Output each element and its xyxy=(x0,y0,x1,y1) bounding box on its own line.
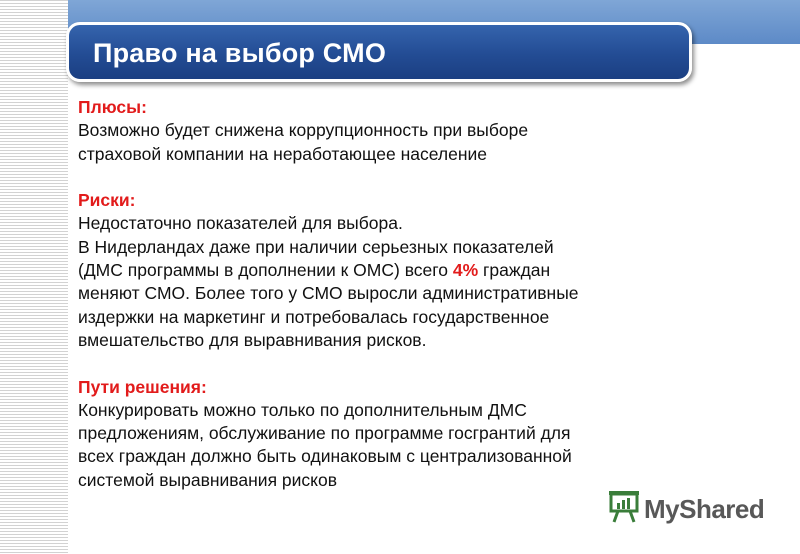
risks-line: меняют СМО. Более того у СМО выросли административные xyxy=(78,283,579,304)
title-bar xyxy=(66,22,692,82)
presentation-board-icon xyxy=(608,490,640,529)
solutions-line: предложениям, обслуживание по программе госгрантий для xyxy=(78,423,571,444)
percent-highlight: 4% xyxy=(452,260,479,281)
spacer xyxy=(78,352,718,375)
slide-title: Право на выбор СМО xyxy=(93,38,387,68)
solutions-line: всех граждан должно быть одинаковым с централизованной xyxy=(78,446,572,467)
myshared-watermark xyxy=(608,491,764,527)
risks-text: (ДМС программы в дополнении к ОМС) всего xyxy=(78,260,453,281)
pros-heading: Плюсы: xyxy=(78,97,147,117)
risks-line: В Нидерландах даже при наличии серьезных показателей xyxy=(78,236,554,257)
risks-heading: Риски: xyxy=(78,190,136,211)
solutions-line: системой выравнивания рисков xyxy=(78,469,338,490)
risks-line: Недостаточно показателей для выбора. xyxy=(78,213,403,234)
risks-text: граждан xyxy=(478,260,551,281)
pros-line: страховой компании на неработающее население xyxy=(78,143,488,164)
solutions-line: Конкурировать можно только по дополнительным ДМС xyxy=(78,399,527,420)
left-stripes-decoration xyxy=(0,0,68,554)
solutions-heading: Пути решения: xyxy=(78,376,207,397)
watermark-text: MyShared xyxy=(644,493,765,524)
risks-line: вмешательство для выравнивания рисков. xyxy=(78,329,427,350)
risks-line: издержки на маркетинг и потребовалась государственное xyxy=(78,306,550,327)
spacer xyxy=(78,166,718,189)
risks-line-with-percent xyxy=(78,259,718,282)
slide-content xyxy=(78,96,718,492)
pros-line: Возможно будет снижена коррупционность при выборе xyxy=(78,120,529,141)
